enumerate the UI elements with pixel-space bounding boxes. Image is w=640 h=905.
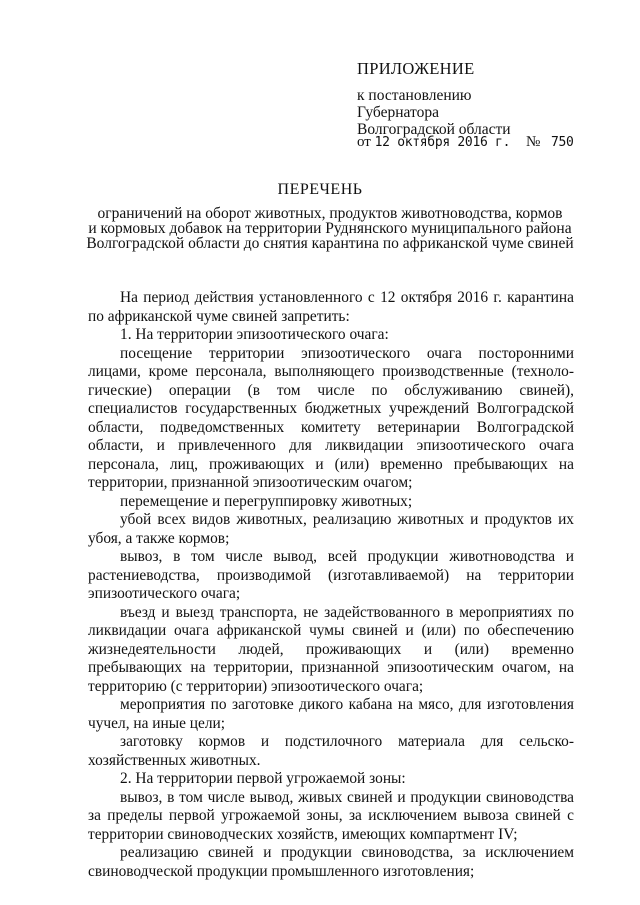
section-2-heading: 2. На территории первой угрожаемой зоны: xyxy=(120,770,406,787)
appendix-line-3: Волгоградской области xyxy=(357,121,511,138)
list-item: перемещение и перегруппировку животных; xyxy=(120,492,413,510)
decree-date: 12 октября 2016 г. xyxy=(374,135,511,150)
document-heading: ПЕРЕЧЕНЬ xyxy=(277,181,363,198)
list-item: вывоз, в том числе вывод, всей продукции животноводства и растениеводства, производимой (изготавливаемой) на территории эпизоотического очага; xyxy=(88,548,574,602)
list-item: въезд и выезд транспорта, не задействованного в мероприятиях по ликвидации очага африканской чумы свиней и (или) по обеспечению жизнедеятельности людей, проживающих и (или) временно пребывающих на территории, признанной эпизоотическим очагом, на территорию (с территории) эпизоотического очага; xyxy=(88,603,574,695)
decree-reference xyxy=(357,134,597,151)
appendix-line-1: к постановлению xyxy=(357,87,472,104)
appendix-title: ПРИЛОЖЕНИЕ xyxy=(357,59,475,78)
section-1-heading: 1. На территории эпизоотического очага: xyxy=(120,326,389,343)
subtitle-line-2: и кормовых добавок на территории Руднянского муниципального района xyxy=(88,220,572,237)
subtitle-line-3: Волгоградской области до снятия карантина по африканской чуме свиней xyxy=(86,235,574,252)
list-item: посещение территории эпизоотического очага посторонними лицами, кроме персонала, выполняющего производственные (техноло-гические) операции (в том числе по обслуживанию свиней), специалистов государственных бюджетных учреждений Волгоградской области, подведомственных комитету ветеринарии Волгоградской области, и привлеченного для ликвидации эпизоотического очага персонала, лиц, проживающих и (или) временно пребывающих на территории, признанной эпизоотическим очагом; xyxy=(88,344,574,491)
document-body xyxy=(88,289,574,881)
decree-number: 750 xyxy=(551,135,574,150)
appendix-line-2: Губернатора xyxy=(357,104,439,121)
list-item: реализацию свиней и продукции свиноводства, за исключением свиноводческой продукции промышленного изготовления; xyxy=(88,844,574,880)
list-item: убой всех видов животных, реализацию животных и продуктов их убоя, а также кормов; xyxy=(88,511,574,547)
list-item: вывоз, в том числе вывод, живых свиней и продукции свиноводства за пределы первой угрожаемой зоны, за исключением вывоза свиней с территории свиноводческих хозяйств, имеющих компартмент IV; xyxy=(88,788,574,843)
list-item: мероприятия по заготовке дикого кабана на мясо, для изготовления чучел, на иные цели; xyxy=(88,696,574,732)
decree-number-label: № xyxy=(526,134,541,150)
subtitle-line-1: ограничений на оборот животных, продуктов животноводства, кормов xyxy=(97,205,563,222)
decree-from-label: от xyxy=(357,134,371,150)
list-item: заготовку кормов и подстилочного материала для сельско-хозяйственных животных. xyxy=(88,733,574,769)
appendix-block xyxy=(357,60,617,138)
intro-paragraph: На период действия установленного с 12 октября 2016 г. карантина по африканской чуме свиней запретить: xyxy=(88,289,574,325)
document-subtitle xyxy=(86,206,574,251)
